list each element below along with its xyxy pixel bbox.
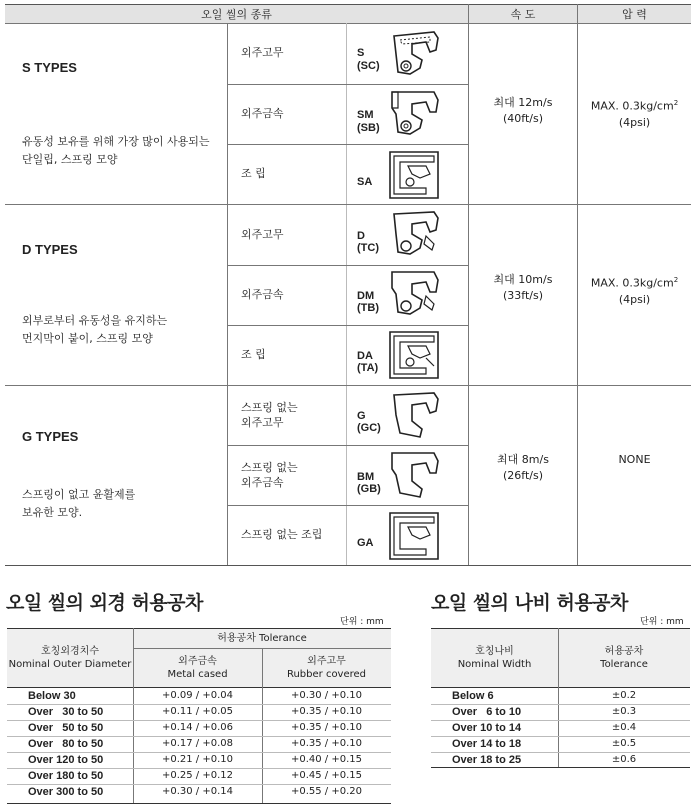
seal-dust-metal-icon	[386, 268, 446, 322]
od-row-divider	[7, 752, 391, 753]
speed-ft: (40ft/s)	[502, 112, 543, 125]
seal-nospring-metal-icon	[386, 449, 446, 503]
od-row-rubber: +0.30 / +0.10	[290, 690, 362, 701]
od-bottom-rule	[7, 803, 391, 804]
row-divider	[227, 505, 468, 506]
row-sub-label: 외주고무	[241, 46, 284, 59]
width-row-tol: ±0.3	[611, 706, 637, 717]
od-row-rubber: +0.35 / +0.10	[290, 706, 362, 717]
row-sub-label: 스프링 없는	[241, 461, 298, 474]
header-types: 오일 씰의 종류	[5, 5, 468, 23]
od-row-divider	[7, 704, 391, 705]
od-row-metal: +0.14 / +0.06	[161, 722, 233, 733]
seal-rubber-icon	[386, 28, 446, 82]
width-row-label: Over 6 to 10	[452, 706, 522, 718]
od-col3-en: Rubber covered	[286, 669, 367, 680]
od-top-rule	[7, 628, 391, 629]
od-table-title: 오일 씰의 외경 허용공차	[6, 592, 203, 614]
width-row-tol: ±0.2	[611, 690, 637, 701]
row-code-alt: (TB)	[357, 302, 379, 314]
od-col2-ko: 외주금속	[178, 656, 217, 667]
frame-bottom	[5, 565, 691, 566]
od-col1-head	[7, 645, 133, 671]
group-divider-1	[5, 204, 691, 205]
od-col1-ko: 호칭외경치수	[41, 646, 99, 657]
row-code: SA	[357, 176, 373, 188]
row-code: DA	[357, 350, 373, 362]
speed-ft: (26ft/s)	[502, 469, 543, 482]
od-col3-ko: 외주고무	[307, 656, 346, 667]
od-row-label: Over 300 to 50	[28, 786, 104, 798]
width-top-rule	[431, 628, 690, 629]
od-row-rubber: +0.35 / +0.10	[290, 722, 362, 733]
width-row-label: Over 14 to 18	[452, 738, 522, 750]
row-code-alt: (GC)	[357, 422, 381, 434]
pressure-max: MAX. 0.3kg/cm	[590, 99, 674, 113]
od-row-divider	[7, 784, 391, 785]
width-bottom-rule	[431, 767, 690, 768]
od-row-rubber: +0.45 / +0.15	[290, 770, 362, 781]
pressure-none: NONE	[618, 453, 651, 466]
row-sub-label: 외주금속	[241, 288, 284, 301]
pressure-value	[578, 95, 691, 131]
width-row-tol: ±0.6	[611, 754, 637, 765]
width-head-bottom	[431, 687, 690, 688]
row-code: G	[357, 410, 366, 422]
row-code-alt: (TA)	[357, 362, 379, 374]
frame-top	[5, 4, 691, 5]
width-row-divider	[431, 704, 690, 705]
row-sub-label: 조 립	[241, 348, 266, 361]
row-code-alt: (TC)	[357, 242, 379, 254]
row-divider	[227, 144, 468, 145]
width-row-tol: ±0.4	[611, 722, 637, 733]
width-col1-ko: 호칭나비	[475, 646, 514, 657]
od-head-bottom	[7, 687, 391, 688]
pressure-psi: (4psi)	[618, 115, 651, 129]
seal-nospring-rubber-icon	[386, 389, 446, 443]
width-row-label: Over 10 to 14	[452, 722, 522, 734]
od-col2-head	[133, 655, 262, 681]
seal-dust-assembly-icon	[386, 328, 446, 382]
width-table-unit: 단위 : mm	[640, 617, 684, 627]
width-col1-en: Nominal Width	[457, 659, 532, 670]
row-sub-label: 외주고무	[241, 228, 284, 241]
od-row-metal: +0.09 / +0.04	[161, 690, 233, 701]
od-row-divider	[7, 768, 391, 769]
header-pressure: 압 력	[578, 5, 691, 23]
row-sub-label: 스프링 없는	[241, 401, 298, 414]
col-divider-sub	[227, 23, 228, 565]
group-desc-g-2: 보유한 모양.	[22, 506, 83, 519]
od-row-label: Over 120 to 50	[28, 754, 104, 766]
header-speed: 속 도	[469, 5, 577, 23]
od-row-divider	[7, 736, 391, 737]
row-code: SM	[357, 109, 374, 121]
row-divider	[227, 84, 468, 85]
od-row-rubber: +0.55 / +0.20	[290, 786, 362, 797]
pressure-value	[578, 452, 691, 468]
col-divider-code	[346, 23, 347, 565]
seal-metal-icon	[386, 88, 446, 142]
od-row-label: Over 80 to 50	[28, 738, 104, 750]
od-row-label: Over 180 to 50	[28, 770, 104, 782]
od-row-rubber: +0.35 / +0.10	[290, 738, 362, 749]
width-row-divider	[431, 720, 690, 721]
speed-value	[469, 452, 577, 484]
od-row-label: Below 30	[28, 690, 76, 702]
group-name-d: D TYPES	[22, 242, 78, 257]
row-code: DM	[357, 290, 375, 302]
group-divider-2	[5, 385, 691, 386]
speed-ft: (33ft/s)	[502, 289, 543, 302]
od-row-metal: +0.11 / +0.05	[161, 706, 233, 717]
od-row-metal: +0.25 / +0.12	[161, 770, 233, 781]
group-desc-s-2: 단일립, 스프링 모양	[22, 153, 118, 166]
speed-value	[469, 95, 577, 127]
group-desc-d-2: 먼지막이 붙이, 스프링 모양	[22, 332, 153, 345]
row-sub-label-2: 외주금속	[241, 476, 284, 489]
width-col2-en: Tolerance	[600, 659, 648, 670]
seal-dust-rubber-icon	[386, 208, 446, 262]
row-sub-label: 외주금속	[241, 107, 284, 120]
width-row-divider	[431, 736, 690, 737]
width-col2-ko: 허용공차	[604, 646, 644, 657]
group-name-g: G TYPES	[22, 429, 79, 444]
width-table-title: 오일 씰의 나비 허용공차	[431, 592, 628, 614]
od-table-unit: 단위 : mm	[340, 617, 384, 627]
pressure-max: MAX. 0.3kg/cm	[590, 276, 674, 290]
seal-nospring-assembly-icon	[386, 509, 446, 563]
width-row-tol: ±0.5	[611, 738, 637, 749]
row-code: D	[357, 230, 365, 242]
pressure-exp: 2	[673, 276, 679, 284]
row-sub-label: 스프링 없는 조립	[241, 528, 323, 541]
row-code: S	[357, 47, 365, 59]
row-code-alt: (GB)	[357, 483, 381, 495]
od-row-divider	[7, 720, 391, 721]
row-code: GA	[357, 537, 374, 549]
row-sub-label: 조 립	[241, 167, 266, 180]
od-row-rubber: +0.40 / +0.15	[290, 754, 362, 765]
od-col1-en: Nominal Outer Diameter	[8, 659, 132, 670]
width-col1-head	[431, 645, 558, 671]
speed-max: 최대 10m/s	[493, 273, 553, 286]
row-divider	[227, 325, 468, 326]
row-divider	[227, 265, 468, 266]
pressure-exp: 2	[673, 99, 679, 107]
od-row-label: Over 30 to 50	[28, 706, 104, 718]
od-row-metal: +0.30 / +0.14	[161, 786, 233, 797]
od-row-label: Over 50 to 50	[28, 722, 104, 734]
od-row-metal: +0.21 / +0.10	[161, 754, 233, 765]
seal-assembly-icon	[386, 148, 446, 202]
pressure-value	[578, 272, 691, 308]
width-row-divider	[431, 752, 690, 753]
od-row-metal: +0.17 / +0.08	[161, 738, 233, 749]
group-desc-s-1: 유동성 보유를 위해 가장 많이 사용되는	[22, 135, 210, 148]
od-col2-en: Metal cased	[167, 669, 228, 680]
row-divider	[227, 445, 468, 446]
speed-value	[469, 272, 577, 304]
row-sub-label-2: 외주고무	[241, 416, 284, 429]
width-row-label: Over 18 to 25	[452, 754, 522, 766]
group-desc-d-1: 외부로부터 유동성을 유지하는	[22, 314, 168, 327]
group-name-s: S TYPES	[22, 60, 77, 75]
row-code-alt: (SC)	[357, 60, 380, 72]
width-col2-head	[558, 645, 690, 671]
od-tol-head: 허용공차 Tolerance	[217, 633, 307, 644]
row-code-alt: (SB)	[357, 122, 380, 134]
width-row-label: Below 6	[452, 690, 494, 702]
row-code: BM	[357, 471, 375, 483]
speed-max: 최대 8m/s	[497, 453, 549, 466]
speed-max: 최대 12m/s	[493, 96, 553, 109]
group-desc-g-1: 스프링이 없고 윤활제를	[22, 488, 136, 501]
header-divider	[5, 23, 691, 24]
od-col3-head	[262, 655, 391, 681]
pressure-psi: (4psi)	[618, 292, 651, 306]
